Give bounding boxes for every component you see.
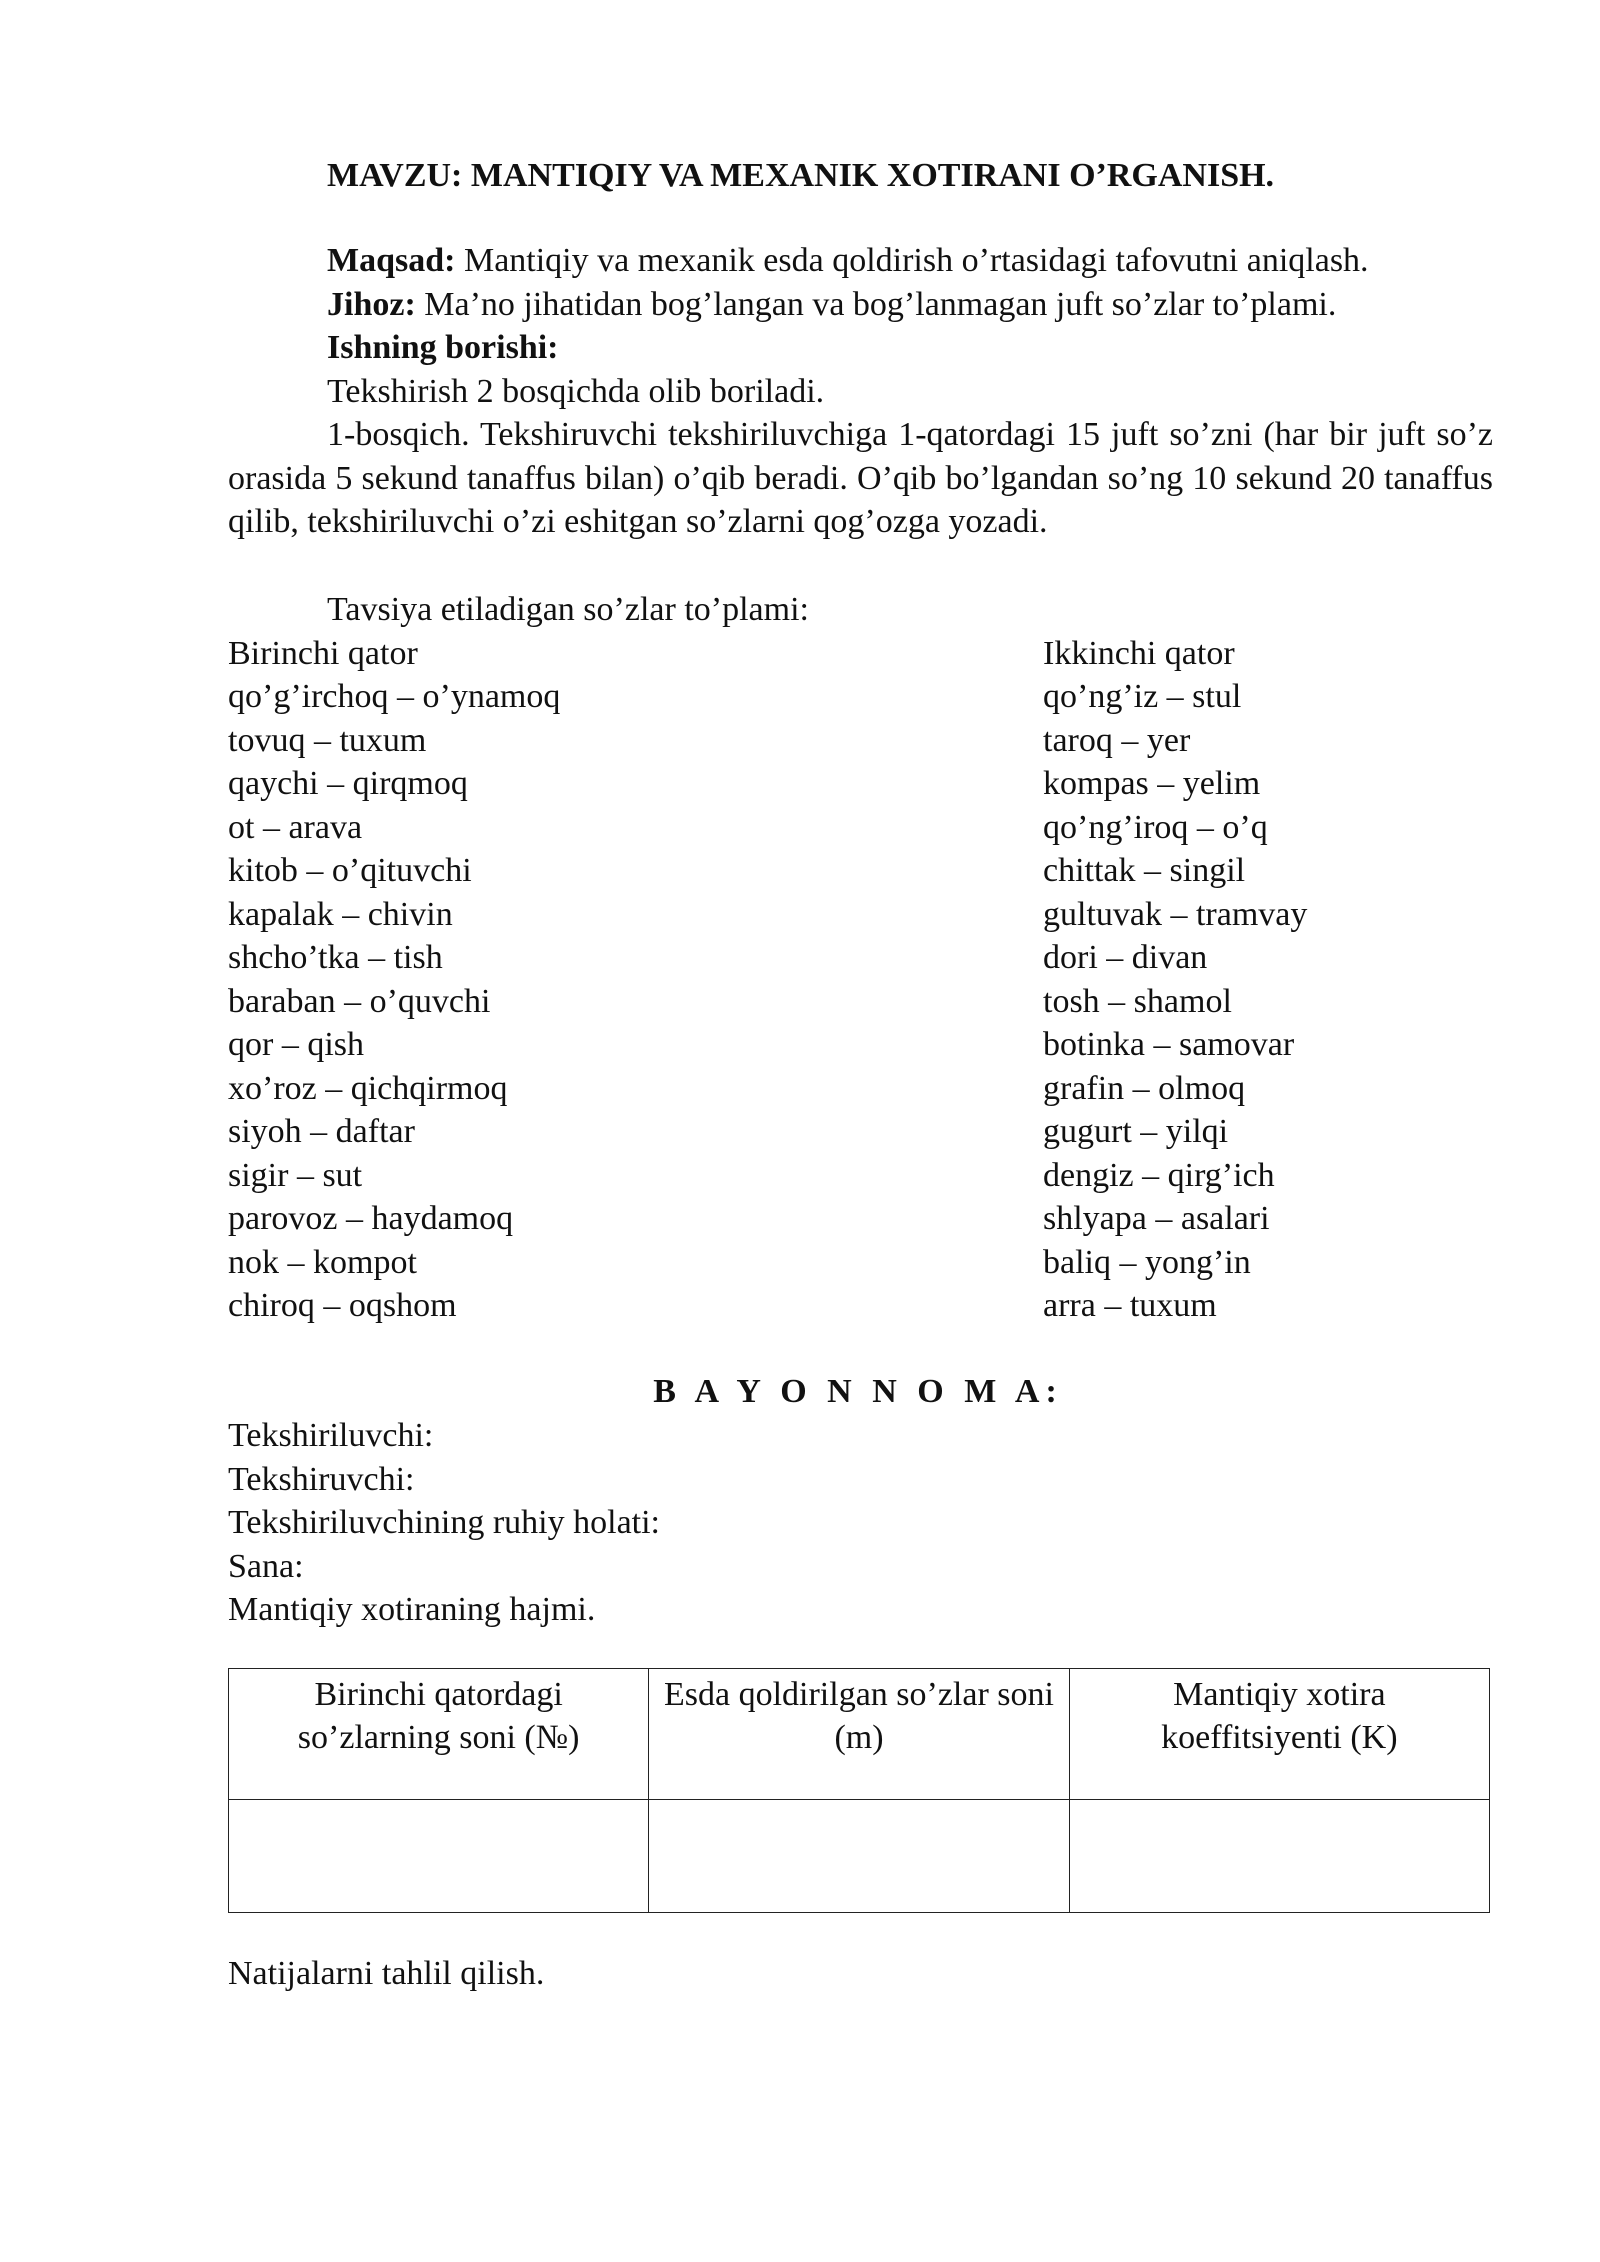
first-row-pair: sigir – sut	[228, 1156, 363, 1194]
analysis-line: Natijalarni tahlil qilish.	[228, 1955, 545, 1992]
bayonnoma-fields	[228, 1414, 660, 1632]
word-pair-row	[228, 1023, 1493, 1067]
results-table-empty-row	[229, 1800, 1490, 1913]
word-pair-row	[228, 849, 1493, 893]
second-row-pair: botinka – samovar	[1043, 1026, 1295, 1063]
second-row-pair: taroq – yer	[1043, 721, 1191, 759]
equipment-text: Ma’no jihatidan bog’langan va bog’lanmagan juft so’zlar to’plami.	[415, 285, 1337, 323]
field-examiner: Tekshiruvchi:	[228, 1460, 415, 1498]
procedure-heading: Ishning borishi:	[327, 329, 559, 366]
results-table-header-row	[229, 1669, 1490, 1800]
word-pair-row	[228, 893, 1493, 937]
equipment-label: Jihoz:	[327, 285, 416, 323]
page-title: MAVZU: MANTIQIY VA MEXANIK XOTIRANI O’RGANISH.	[327, 157, 1275, 194]
word-pair-row	[228, 1284, 1493, 1328]
word-pair-row	[228, 1154, 1493, 1198]
word-pair-row	[228, 762, 1493, 806]
header-remembered-count: Esda qoldirilgan so’zlar soni (m)	[649, 1669, 1069, 1800]
word-pair-row	[228, 980, 1493, 1024]
first-row-pair: nok – kompot	[228, 1243, 417, 1281]
first-row-pair: tovuq – tuxum	[228, 721, 427, 759]
word-pair-row	[228, 719, 1493, 763]
first-row-pair: shcho’tka – tish	[228, 939, 443, 976]
goal-line	[228, 239, 1493, 283]
second-row-pair: arra – tuxum	[1043, 1287, 1217, 1324]
first-row-pair: ot – arava	[228, 808, 363, 846]
first-row-pair: kitob – o’qituvchi	[228, 852, 472, 889]
second-row-pair: chittak – singil	[1043, 852, 1246, 889]
word-pair-row	[228, 936, 1493, 980]
header-word-count: Birinchi qatordagi so’zlarning soni (№)	[229, 1669, 649, 1800]
field-subject: Tekshiriluvchi:	[228, 1417, 434, 1454]
second-row-pair: kompas – yelim	[1043, 765, 1261, 802]
first-row-pair: chiroq – oqshom	[228, 1287, 457, 1324]
word-columns-header	[228, 632, 1493, 676]
second-row-pair: dori – divan	[1043, 939, 1208, 976]
second-row-pair: shlyapa – asalari	[1043, 1200, 1270, 1237]
word-pair-row	[228, 1067, 1493, 1111]
word-list-intro: Tavsiya etiladigan so’zlar to’plami:	[327, 591, 809, 628]
word-pair-rows	[228, 675, 1493, 1328]
second-row-pair: gultuvak – tramvay	[1043, 895, 1308, 933]
results-table	[228, 1668, 1490, 1913]
second-row-pair: qo’ng’iz – stul	[1043, 678, 1242, 715]
empty-cell	[229, 1800, 649, 1913]
goal-label: Maqsad:	[327, 242, 456, 279]
col1-header: Birinchi qator	[228, 634, 418, 672]
word-pair-row	[228, 1241, 1493, 1285]
first-row-pair: kapalak – chivin	[228, 895, 453, 933]
word-pair-row	[228, 675, 1493, 719]
equipment-line	[228, 283, 1493, 327]
field-date: Sana:	[228, 1547, 304, 1585]
second-row-pair: gugurt – yilqi	[1043, 1113, 1229, 1150]
empty-cell	[649, 1800, 1069, 1913]
first-row-pair: parovoz – haydamoq	[228, 1200, 514, 1237]
bayonnoma-title: B A Y O N N O M A:	[653, 1373, 1063, 1410]
stage1-paragraph: 1-bosqich. Tekshiruvchi tekshiriluvchiga 1-qatordagi 15 juft so’zni (har bir juft so’z orasida 5 sekund tanaffus bilan) o’qib beradi. O’qib bo’lgandan so’ng 10 sekund 20 tanaffus qilib, tekshiriluvchi o’zi eshitgan so’zlarni qog’ozga yozadi.	[228, 416, 1493, 540]
word-pair-row	[228, 1110, 1493, 1154]
first-row-pair: qor – qish	[228, 1026, 364, 1063]
first-row-pair: qaychi – qirqmoq	[228, 765, 468, 802]
second-row-pair: dengiz – qirg’ich	[1043, 1156, 1275, 1194]
word-pair-row	[228, 1197, 1493, 1241]
second-row-pair: tosh – shamol	[1043, 982, 1232, 1020]
empty-cell	[1069, 1800, 1489, 1913]
first-row-pair: siyoh – daftar	[228, 1113, 415, 1150]
second-row-pair: qo’ng’iroq – o’q	[1043, 808, 1268, 846]
first-row-pair: baraban – o’quvchi	[228, 982, 491, 1020]
col2-header: Ikkinchi qator	[1043, 634, 1235, 672]
first-row-pair: qo’g’irchoq – o’ynamoq	[228, 678, 561, 715]
goal-text: Mantiqiy va mexanik esda qoldirish o’rtasidagi tafovutni aniqlash.	[455, 242, 1369, 279]
field-mental-state: Tekshiriluvchining ruhiy holati:	[228, 1504, 661, 1541]
field-memory-volume: Mantiqiy xotiraning hajmi.	[228, 1591, 596, 1628]
second-row-pair: grafin – olmoq	[1043, 1069, 1246, 1107]
word-pair-row	[228, 806, 1493, 850]
stages-line: Tekshirish 2 bosqichda olib boriladi.	[327, 372, 825, 410]
first-row-pair: xo’roz – qichqirmoq	[228, 1069, 508, 1107]
second-row-pair: baliq – yong’in	[1043, 1243, 1251, 1281]
header-memory-coefficient: Mantiqiy xotira koeffitsiyenti (K)	[1069, 1669, 1489, 1800]
intro-section	[228, 239, 1493, 544]
word-pairs-section	[228, 588, 1493, 1328]
